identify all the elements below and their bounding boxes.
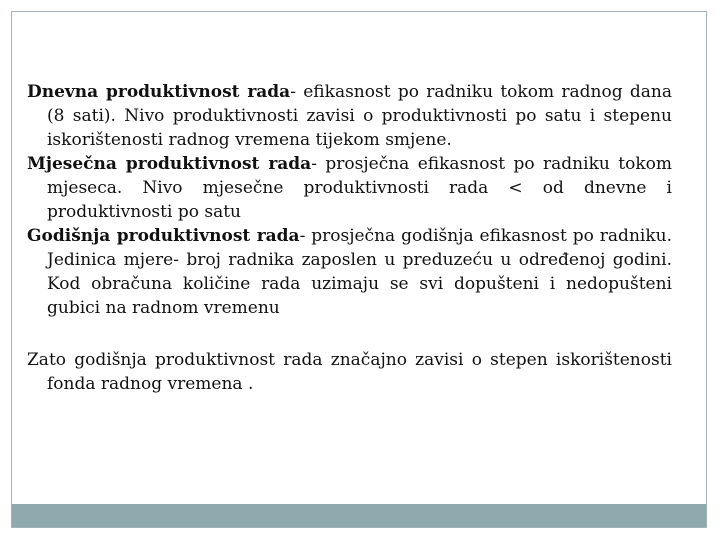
paragraph-daily-productivity xyxy=(27,80,672,152)
definition-monthly-productivity: - prosječna efikasnost po radniku tokom mjeseca. Nivo mjesečne produktivnosti rada < od dnevne i produktivnosti po satu xyxy=(47,154,672,222)
paragraph-monthly-productivity xyxy=(27,152,672,224)
conclusion-paragraph: Zato godišnja produktivnost rada značajno zavisi o stepen iskorištenosti fonda radnog vremena . xyxy=(27,350,672,394)
term-annual-productivity: Godišnja produktivnost rada xyxy=(27,226,300,246)
term-daily-productivity: Dnevna produktivnost rada xyxy=(27,82,291,102)
footer-bar xyxy=(12,504,706,527)
definition-annual-productivity: - prosječna godišnja efikasnost po radniku. Jedinica mjere- broj radnika zaposlen u preduzeću u određenoj godini. Kod obračuna količine rada uzimaju se svi dopušteni i nedopušteni gubici na radnom vremenu xyxy=(47,226,672,318)
term-monthly-productivity: Mjesečna produktivnost rada xyxy=(27,154,312,174)
paragraph-spacer xyxy=(27,320,672,348)
definition-daily-productivity: - efikasnost po radniku tokom radnog dana (8 sati). Nivo produktivnosti zavisi o produktivnosti po satu i stepenu iskorištenosti radnog vremena tijekom smjene. xyxy=(47,82,672,150)
paragraph-annual-productivity xyxy=(27,224,672,320)
slide-content xyxy=(27,80,672,396)
